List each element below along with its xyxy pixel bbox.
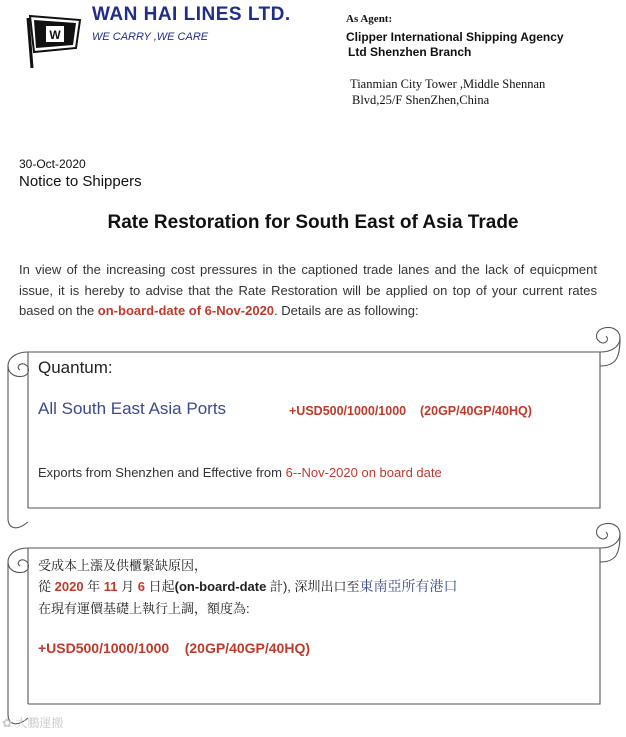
- quantum-label: Quantum:: [38, 358, 113, 377]
- quantum-rate: +USD500/1000/1000 (20GP/40GP/40HQ): [289, 404, 532, 418]
- wan-hai-flag-logo: [24, 10, 84, 70]
- exports-date: 6--Nov-2020 on board date: [285, 465, 442, 480]
- line2-day: 6: [137, 579, 145, 594]
- intro-text-end: . Details are as following:: [274, 303, 419, 318]
- agent-label: As Agent:: [346, 13, 393, 25]
- chinese-rate: +USD500/1000/1000 (20GP/40GP/40HQ): [38, 640, 310, 656]
- line2-part-b: 年: [83, 579, 104, 594]
- intro-paragraph: [19, 260, 597, 322]
- line2-part-a: 從: [38, 579, 55, 594]
- watermark: [2, 714, 63, 731]
- intro-highlight: on-board-date of 6-Nov-2020: [97, 303, 275, 318]
- line2-month: 11: [103, 579, 118, 594]
- address-line1: Tianmian City Tower ,Middle Shennan: [350, 77, 546, 91]
- exports-prefix: Exports from Shenzhen and Effective from: [38, 465, 286, 480]
- line2-part-d: 日起: [145, 579, 175, 594]
- line2-year: 2020: [54, 579, 84, 594]
- company-tagline: WE CARRY ,WE CARE: [92, 31, 209, 43]
- quantum-scroll-frame: [0, 322, 626, 540]
- watermark-text: 大鵬運搬: [15, 716, 64, 730]
- line2-part-e: 計), 深圳出口至: [266, 579, 360, 594]
- watermark-icon: ✿: [2, 716, 16, 730]
- intro-text: In view of the increasing cost pressures in the captioned trade lanes and the lack of equicpment issue, it is hereby to advise that the Rate Restoration will be applied on top of your current rates based on the: [19, 262, 597, 318]
- line2-part-c: 月: [117, 579, 138, 594]
- page-title: Rate Restoration for South East of Asia Trade: [107, 212, 519, 233]
- chinese-line1: 受成本上漲及供櫃緊缺原因，: [38, 558, 208, 573]
- address-line2: Blvd,25/F ShenZhen,China: [352, 93, 490, 107]
- agent-name-line1: Clipper International Shipping Agency: [346, 30, 564, 44]
- agent-address: [350, 76, 545, 108]
- quantum-ports: All South East Asia Ports: [38, 399, 227, 418]
- notice-date: 30-Oct-2020: [19, 157, 86, 171]
- line2-bold: (on-board-date: [174, 579, 267, 594]
- company-name: WAN HAI LINES LTD.: [92, 4, 291, 25]
- agent-name: [346, 30, 564, 60]
- line2-destination: 東南亞所有港口: [359, 578, 458, 594]
- svg-text:W: W: [49, 28, 61, 42]
- chinese-scroll-frame: [0, 518, 626, 737]
- chinese-line2: [38, 576, 458, 596]
- chinese-line3: 在現有運價基礎上執行上調，額度為:: [38, 601, 250, 616]
- quantum-exports-note: [38, 465, 442, 480]
- notice-heading: Notice to Shippers: [19, 173, 142, 190]
- agent-name-line2: Ltd Shenzhen Branch: [348, 45, 472, 59]
